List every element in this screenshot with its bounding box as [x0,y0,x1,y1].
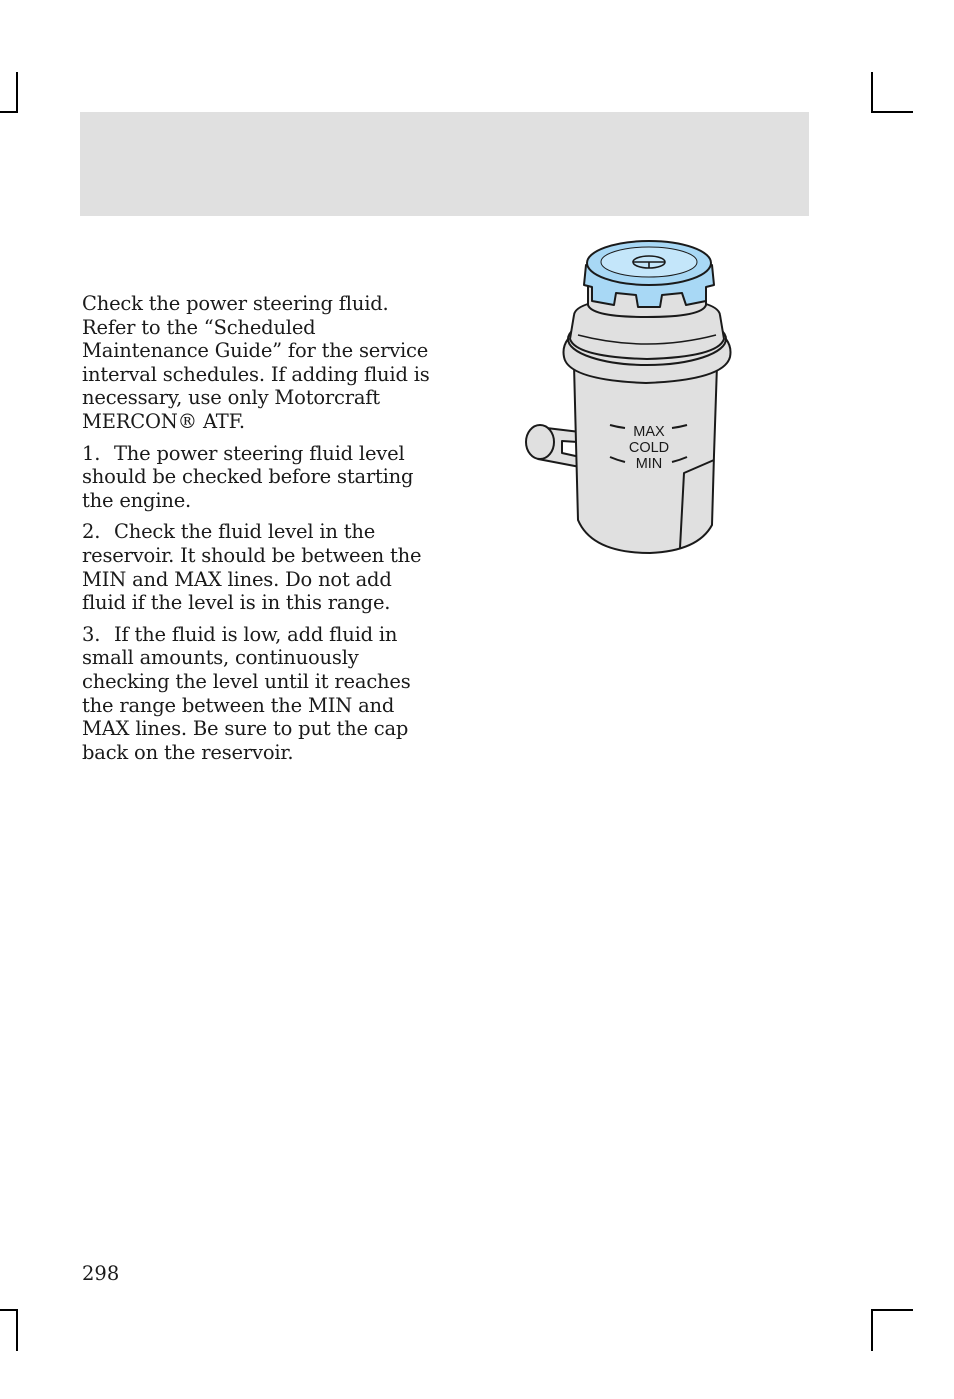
crop-mark-top-right-vertical [871,72,873,112]
step-text: If the fluid is low, add fluid in small amounts, continuously checking the level until it reaches the range between the MIN and MAX lines. Be sure to put the cap back on the reservoir. [82,622,411,764]
section-header-band [80,112,809,216]
step-number: 2. [82,520,101,544]
instruction-text [82,292,430,772]
max-label: MAX [633,424,665,440]
step-2 [82,520,430,614]
page-number: 298 [82,1262,120,1285]
step-1 [82,442,430,513]
cold-label: COLD [628,440,670,456]
intro-paragraph: Check the power steering fluid. Refer to the “Scheduled Maintenance Guide” for the service interval schedules. If adding fluid is necessary, use only Motorcraft MERCON® ATF. [82,292,430,433]
min-label: MIN [635,456,663,472]
crop-mark-top-right-horizontal [871,111,913,113]
step-number: 3. [82,622,101,646]
step-3 [82,623,430,765]
step-number: 1. [82,441,101,465]
reservoir-drawing [518,235,748,565]
crop-mark-top-left-vertical [16,72,18,112]
crop-mark-top-left-horizontal [0,111,18,113]
crop-mark-bottom-right-horizontal [871,1309,913,1311]
step-text: The power steering fluid level should be checked before starting the engine. [82,441,414,512]
cap [584,241,714,307]
crop-mark-bottom-right-vertical [871,1309,873,1351]
power-steering-reservoir-illustration [518,235,748,569]
crop-mark-bottom-left-vertical [16,1309,18,1351]
nozzle-end [526,425,554,459]
step-text: Check the fluid level in the reservoir. It should be between the MIN and MAX lines. Do not add fluid if the level is in this range. [82,520,422,615]
